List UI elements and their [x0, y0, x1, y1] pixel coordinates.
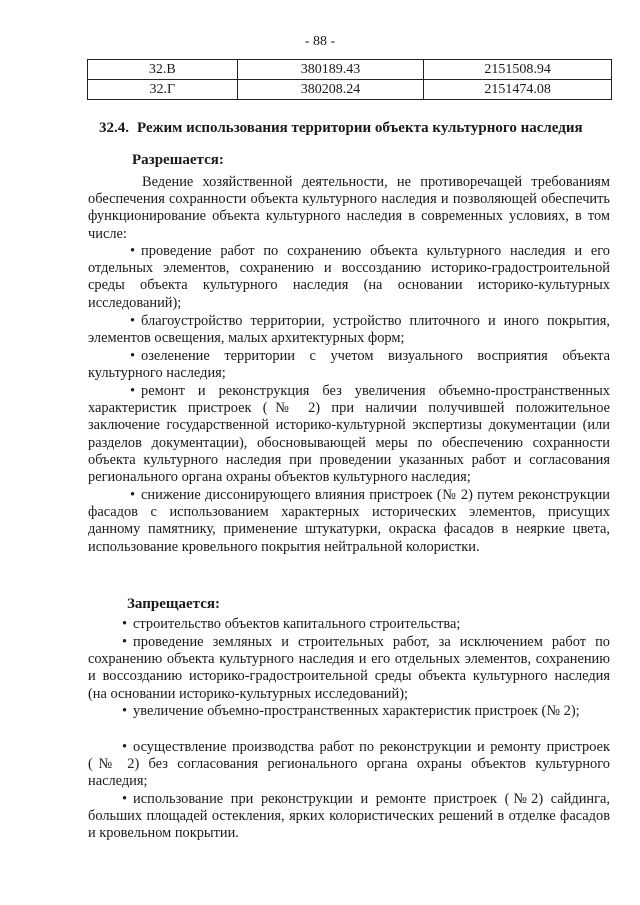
section-title: Режим использования территории объекта культурного наследия	[137, 120, 583, 136]
table-cell-point: 32.В	[88, 60, 238, 80]
table-cell-y: 2151474.08	[424, 80, 612, 100]
bullet-icon: •	[130, 243, 136, 259]
bullet-icon: •	[122, 703, 128, 719]
allowed-item	[88, 487, 610, 556]
allowed-item-text: благоустройство территории, устройство плиточного и иного покрытия, элементов освещения, малых архитектурных форм;	[88, 313, 610, 347]
page-number: - 88 -	[304, 34, 336, 49]
allowed-heading: Разрешается:	[132, 152, 224, 168]
coordinates-table	[87, 59, 612, 100]
allowed-item-text: проведение работ по сохранению объекта культурного наследия и его отдельных элементов, сохранению и воссозданию историко-градостроительной среды объекта культурного наследия (на основании историко-культурных исследований);	[88, 243, 610, 311]
bullet-icon: •	[130, 383, 136, 399]
allowed-item	[88, 313, 610, 347]
allowed-item-text: озеленение территории с учетом визуального восприятия объекта культурного наследия;	[88, 348, 610, 382]
forbidden-item-text: увеличение объемно-пространственных характеристик пристроек (№ 2);	[133, 703, 580, 719]
forbidden-item	[88, 616, 610, 633]
allowed-item-text: ремонт и реконструкция без увеличения объемно-пространственных характеристик пристроек (№ 2) при наличии получившей положительное заключение государственной историко-культурной экспертизы документации (или разделов документации), обосновывающей меры по обеспечению сохранности объекта культурного наследия при проведении указанных работ и согласования регионального органа охраны объектов культурного наследия;	[88, 383, 610, 486]
forbidden-item-text: строительство объектов капитального строительства;	[133, 616, 461, 632]
forbidden-item	[88, 739, 610, 791]
forbidden-item	[88, 703, 610, 720]
bullet-icon: •	[122, 791, 128, 807]
bullet-icon: •	[122, 616, 128, 632]
bullet-icon: •	[130, 348, 136, 364]
forbidden-item-text: проведение земляных и строительных работ, за исключением работ по сохранению объекта культурного наследия и его отдельных элементов, сохранению и воссозданию историко-градостроительной среды объекта культурного наследия (на основании историко-культурных исследований);	[88, 634, 610, 702]
allowed-intro: Ведение хозяйственной деятельности, не противоречащей требованиям обеспечения сохранности объекта культурного наследия и позволяющей обеспечить функционирование объекта культурного наследия в современных условиях, в том числе:	[88, 174, 610, 242]
bullet-icon: •	[130, 487, 136, 503]
allowed-item	[88, 348, 610, 382]
table-cell-point: 32.Г	[88, 80, 238, 100]
table-row	[88, 60, 612, 80]
table-row	[88, 80, 612, 100]
allowed-item	[88, 383, 610, 486]
forbidden-item	[88, 634, 610, 703]
section-heading	[99, 120, 599, 137]
bullet-icon: •	[122, 739, 128, 755]
allowed-item-text: снижение диссонирующего влияния пристроек (№ 2) путем реконструкции фасадов с использованием характерных исторических элементов, присущих данному памятнику, применение штукатурки, окраска фасадов в неяркие цвета, использование кровельного покрытия нейтральной колористки.	[88, 487, 610, 555]
allowed-item	[88, 243, 610, 312]
forbidden-item	[88, 791, 610, 843]
forbidden-item-text: использование при реконструкции и ремонте пристроек (№2) сайдинга, больших площадей остекления, ярких колористических решений в отделке фасадов и кровельном покрытии.	[88, 791, 610, 842]
forbidden-heading: Запрещается:	[127, 596, 221, 612]
section-number: 32.4.	[99, 120, 129, 136]
table-cell-y: 2151508.94	[424, 60, 612, 80]
forbidden-item-text: осуществление производства работ по реконструкции и ремонту пристроек (№ 2) без согласования регионального органа охраны объектов культурного наследия;	[88, 739, 610, 790]
bullet-icon: •	[122, 634, 128, 650]
bullet-icon: •	[130, 313, 136, 329]
table-cell-x: 380208.24	[237, 80, 424, 100]
table-cell-x: 380189.43	[237, 60, 424, 80]
